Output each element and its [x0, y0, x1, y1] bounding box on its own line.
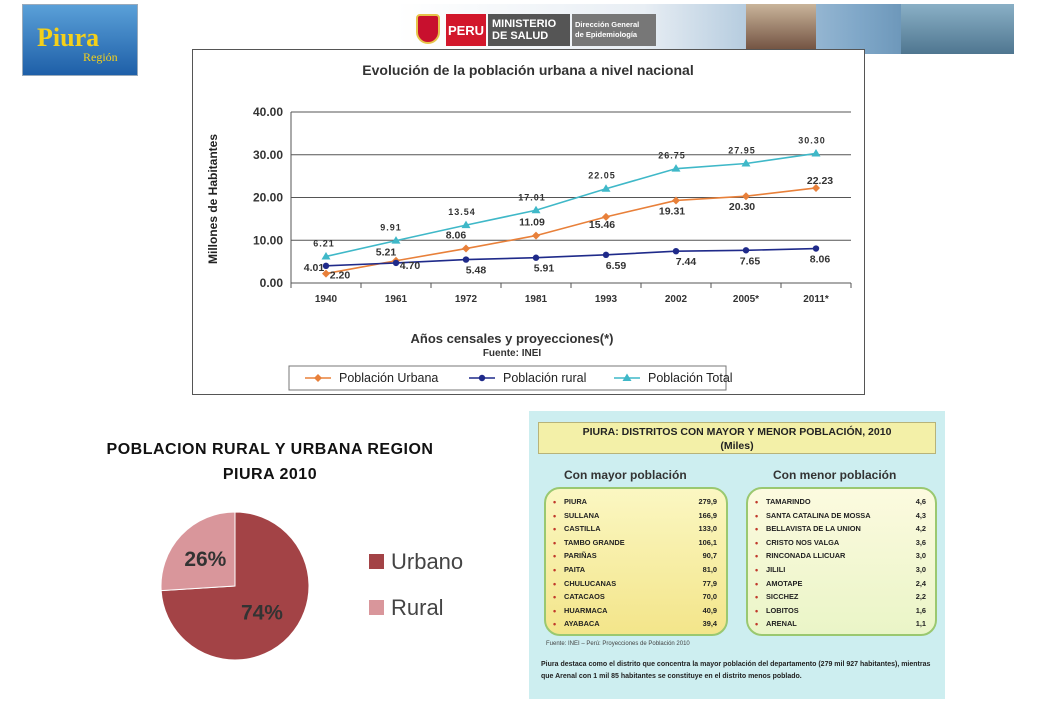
district-value: 4,6 [915, 497, 926, 506]
district-name: SULLANA [564, 510, 600, 520]
data-label: 20.30 [728, 201, 756, 214]
y-tick-label: 30.00 [252, 147, 283, 162]
right-column-header: Con menor población [773, 468, 897, 482]
district-value: 133,0 [698, 524, 717, 534]
district-name: SANTA CATALINA DE MOSSA [766, 510, 871, 520]
ministry-line2: DE SALUD [492, 30, 549, 42]
data-point [463, 256, 469, 262]
data-label: 4.01 [303, 261, 325, 274]
data-label: 6.21 [313, 238, 335, 249]
data-label: 19.31 [658, 205, 686, 218]
x-tick-label: 2002 [664, 294, 688, 305]
bullet-icon: • [755, 565, 759, 575]
pie-percent-label: 74% [240, 601, 283, 625]
districts-title-line1: PIURA: DISTRITOS CON MAYOR Y MENOR POBLACIÓN, 2010 [582, 426, 892, 438]
district-row [553, 579, 717, 593]
district-value: 1,1 [915, 619, 926, 629]
district-row [553, 606, 717, 620]
bullet-icon: • [755, 592, 759, 603]
district-row [553, 511, 717, 525]
ministry-line1: MINISTERIO [492, 18, 557, 30]
district-value: 4,3 [915, 510, 926, 520]
data-label: 11.09 [519, 216, 545, 229]
districts-panel [529, 411, 945, 699]
ministry-banner [396, 4, 1014, 54]
line-chart-xlabel: Años censales y proyecciones(*) [410, 331, 614, 346]
legend-label: Población Urbana [339, 371, 439, 385]
bullet-icon: • [755, 497, 759, 507]
bullet-icon: • [553, 510, 557, 521]
legend-label: Población Total [648, 371, 733, 385]
district-value: 3,0 [915, 551, 926, 561]
districts-note: Piura destaca como el distrito que concentra la mayor población del departamento (279 mil 927 habitantes), mientras que Arenal con 1 mil 85 habitantes se constituye en el distrito menos poblado. [541, 661, 931, 680]
pie-title [45, 437, 495, 487]
bullet-icon: • [553, 537, 557, 548]
piura-region-logo [22, 4, 138, 76]
data-point [813, 245, 819, 251]
y-tick-label: 40.00 [252, 105, 283, 119]
dge-line1: Dirección General [575, 20, 640, 29]
line-chart-source: Fuente: INEI [482, 348, 542, 359]
line-chart-panel [192, 49, 865, 395]
district-value: 2,2 [915, 592, 926, 602]
pie-chart [155, 512, 495, 662]
bullet-icon: • [553, 592, 557, 603]
bullet-icon: • [553, 605, 557, 616]
data-label: 13.54 [448, 207, 476, 218]
legend-marker [479, 375, 485, 381]
district-row [755, 497, 926, 511]
district-name: LOBITOS [766, 605, 799, 615]
legend-label: Población rural [503, 371, 587, 385]
data-point [673, 248, 679, 254]
line-chart-title: Evolución de la población urbana a nivel nacional [362, 62, 694, 78]
bullet-icon: • [553, 551, 557, 562]
district-row [553, 619, 717, 633]
district-name: AYABACA [564, 619, 600, 629]
district-name: ARENAL [766, 619, 797, 629]
data-point [462, 245, 470, 253]
x-tick-label: 2011* [803, 294, 829, 305]
district-row [553, 538, 717, 552]
dge-line2: de Epidemiología [575, 30, 638, 39]
district-row [755, 524, 926, 538]
district-value: 70,0 [702, 592, 717, 602]
line-chart-ylabel: Millones de Habitantes [206, 133, 220, 265]
line-chart [193, 50, 864, 394]
pie-percent-label: 26% [184, 548, 227, 572]
district-row [755, 619, 926, 633]
data-label: 22.05 [588, 170, 616, 181]
badge-dge [572, 14, 656, 46]
district-row [553, 565, 717, 579]
pie-title-line1: POBLACION RURAL Y URBANA REGION [106, 441, 434, 458]
data-point [532, 232, 540, 240]
district-value: 3,6 [915, 537, 926, 547]
data-point [603, 252, 609, 258]
data-label: 5.21 [375, 246, 397, 259]
districts-title-line2: (Miles) [720, 440, 754, 452]
pie-chart-panel [155, 512, 495, 662]
data-point [743, 247, 749, 253]
district-value: 39,4 [702, 619, 717, 629]
logo-subtext: Región [83, 50, 118, 64]
bullet-icon: • [755, 578, 759, 589]
district-name: PARIÑAS [564, 551, 597, 561]
data-point [742, 192, 750, 200]
district-name: SICCHEZ [766, 592, 799, 602]
data-label: 9.91 [380, 222, 402, 233]
district-name: CHULUCANAS [564, 578, 617, 588]
data-label: 4.70 [399, 259, 421, 272]
district-name: HUARMACA [564, 605, 608, 615]
data-label: 27.95 [728, 145, 756, 156]
banner-photo-people [746, 4, 816, 54]
bullet-icon: • [755, 510, 759, 521]
district-row [755, 606, 926, 620]
data-label: 17.01 [518, 192, 546, 203]
district-row [755, 551, 926, 565]
data-point [393, 260, 399, 266]
district-value: 106,1 [698, 537, 717, 547]
district-value: 279,9 [698, 497, 717, 506]
peru-shield-icon [416, 14, 440, 44]
district-name: RINCONADA LLICUAR [766, 551, 846, 561]
x-tick-label: 1981 [524, 294, 548, 305]
pie-title-line2: PIURA 2010 [222, 466, 318, 483]
bullet-icon: • [755, 551, 759, 562]
logo-text: Piura [37, 23, 100, 52]
district-row [553, 592, 717, 606]
data-label: 7.44 [675, 256, 697, 269]
data-label: 2.20 [329, 269, 351, 282]
bullet-icon: • [755, 537, 759, 548]
data-label: 22.23 [806, 174, 834, 187]
y-tick-label: 0.00 [259, 276, 283, 290]
x-tick-label: 1961 [384, 294, 408, 305]
data-label: 26.75 [658, 150, 686, 161]
bullet-icon: • [755, 524, 759, 535]
district-name: CASTILLA [564, 524, 601, 534]
district-name: CRISTO NOS VALGA [766, 537, 840, 547]
largest-districts-list [544, 487, 728, 636]
bullet-icon: • [553, 497, 557, 507]
district-row [553, 497, 717, 511]
data-point [812, 149, 821, 157]
badge-ministry [488, 14, 570, 46]
left-column-header: Con mayor población [564, 468, 687, 482]
data-label: 5.48 [465, 264, 487, 277]
district-row [553, 524, 717, 538]
district-value: 3,0 [915, 565, 926, 574]
district-value: 77,9 [702, 578, 717, 588]
data-label: 5.91 [533, 262, 555, 275]
district-name: BELLAVISTA DE LA UNION [766, 524, 861, 534]
bullet-icon: • [553, 619, 557, 630]
district-row [755, 565, 926, 579]
banner-photo-children [901, 4, 1014, 54]
data-label: 30.30 [798, 135, 826, 146]
district-row [755, 511, 926, 525]
district-row [553, 551, 717, 565]
data-label: 8.06 [445, 229, 467, 242]
district-name: TAMARINDO [766, 497, 811, 506]
district-name: CATACAOS [564, 592, 605, 602]
district-value: 90,7 [702, 551, 717, 561]
bullet-icon: • [553, 578, 557, 589]
district-value: 1,6 [915, 605, 926, 615]
data-label: 6.59 [605, 259, 627, 272]
district-value: 166,9 [698, 510, 717, 520]
district-value: 40,9 [702, 605, 717, 615]
pie-legend-label: Urbano [391, 549, 464, 574]
district-name: PIURA [564, 497, 587, 506]
x-tick-label: 1993 [594, 294, 618, 305]
x-tick-label: 2005* [732, 294, 760, 305]
district-name: JILILI [766, 565, 786, 574]
district-name: AMOTAPE [766, 578, 803, 588]
bullet-icon: • [755, 619, 759, 630]
district-value: 81,0 [702, 565, 717, 574]
pie-legend-swatch [369, 600, 384, 615]
bullet-icon: • [755, 605, 759, 616]
districts-source: Fuente: INEI – Perú: Proyecciones de Población 2010 [546, 641, 690, 647]
bullet-icon: • [553, 524, 557, 535]
x-tick-label: 1940 [314, 294, 338, 305]
district-name: TAMBO GRANDE [564, 537, 625, 547]
district-name: PAITA [564, 565, 586, 574]
y-tick-label: 10.00 [252, 233, 283, 248]
data-label: 8.06 [809, 253, 831, 266]
x-tick-label: 1972 [454, 294, 478, 305]
data-label: 15.46 [588, 218, 616, 231]
district-row [755, 592, 926, 606]
data-label: 7.65 [739, 255, 761, 268]
district-row [755, 579, 926, 593]
districts-title [538, 422, 936, 454]
district-value: 2,4 [915, 578, 926, 588]
y-tick-label: 20.00 [252, 190, 283, 205]
district-row [755, 538, 926, 552]
smallest-districts-list [746, 487, 937, 636]
pie-legend-label: Rural [391, 595, 444, 620]
badge-peru: PERU [446, 14, 486, 46]
district-value: 4,2 [915, 524, 926, 534]
bullet-icon: • [553, 565, 557, 575]
data-point [533, 255, 539, 261]
pie-legend-swatch [369, 554, 384, 569]
